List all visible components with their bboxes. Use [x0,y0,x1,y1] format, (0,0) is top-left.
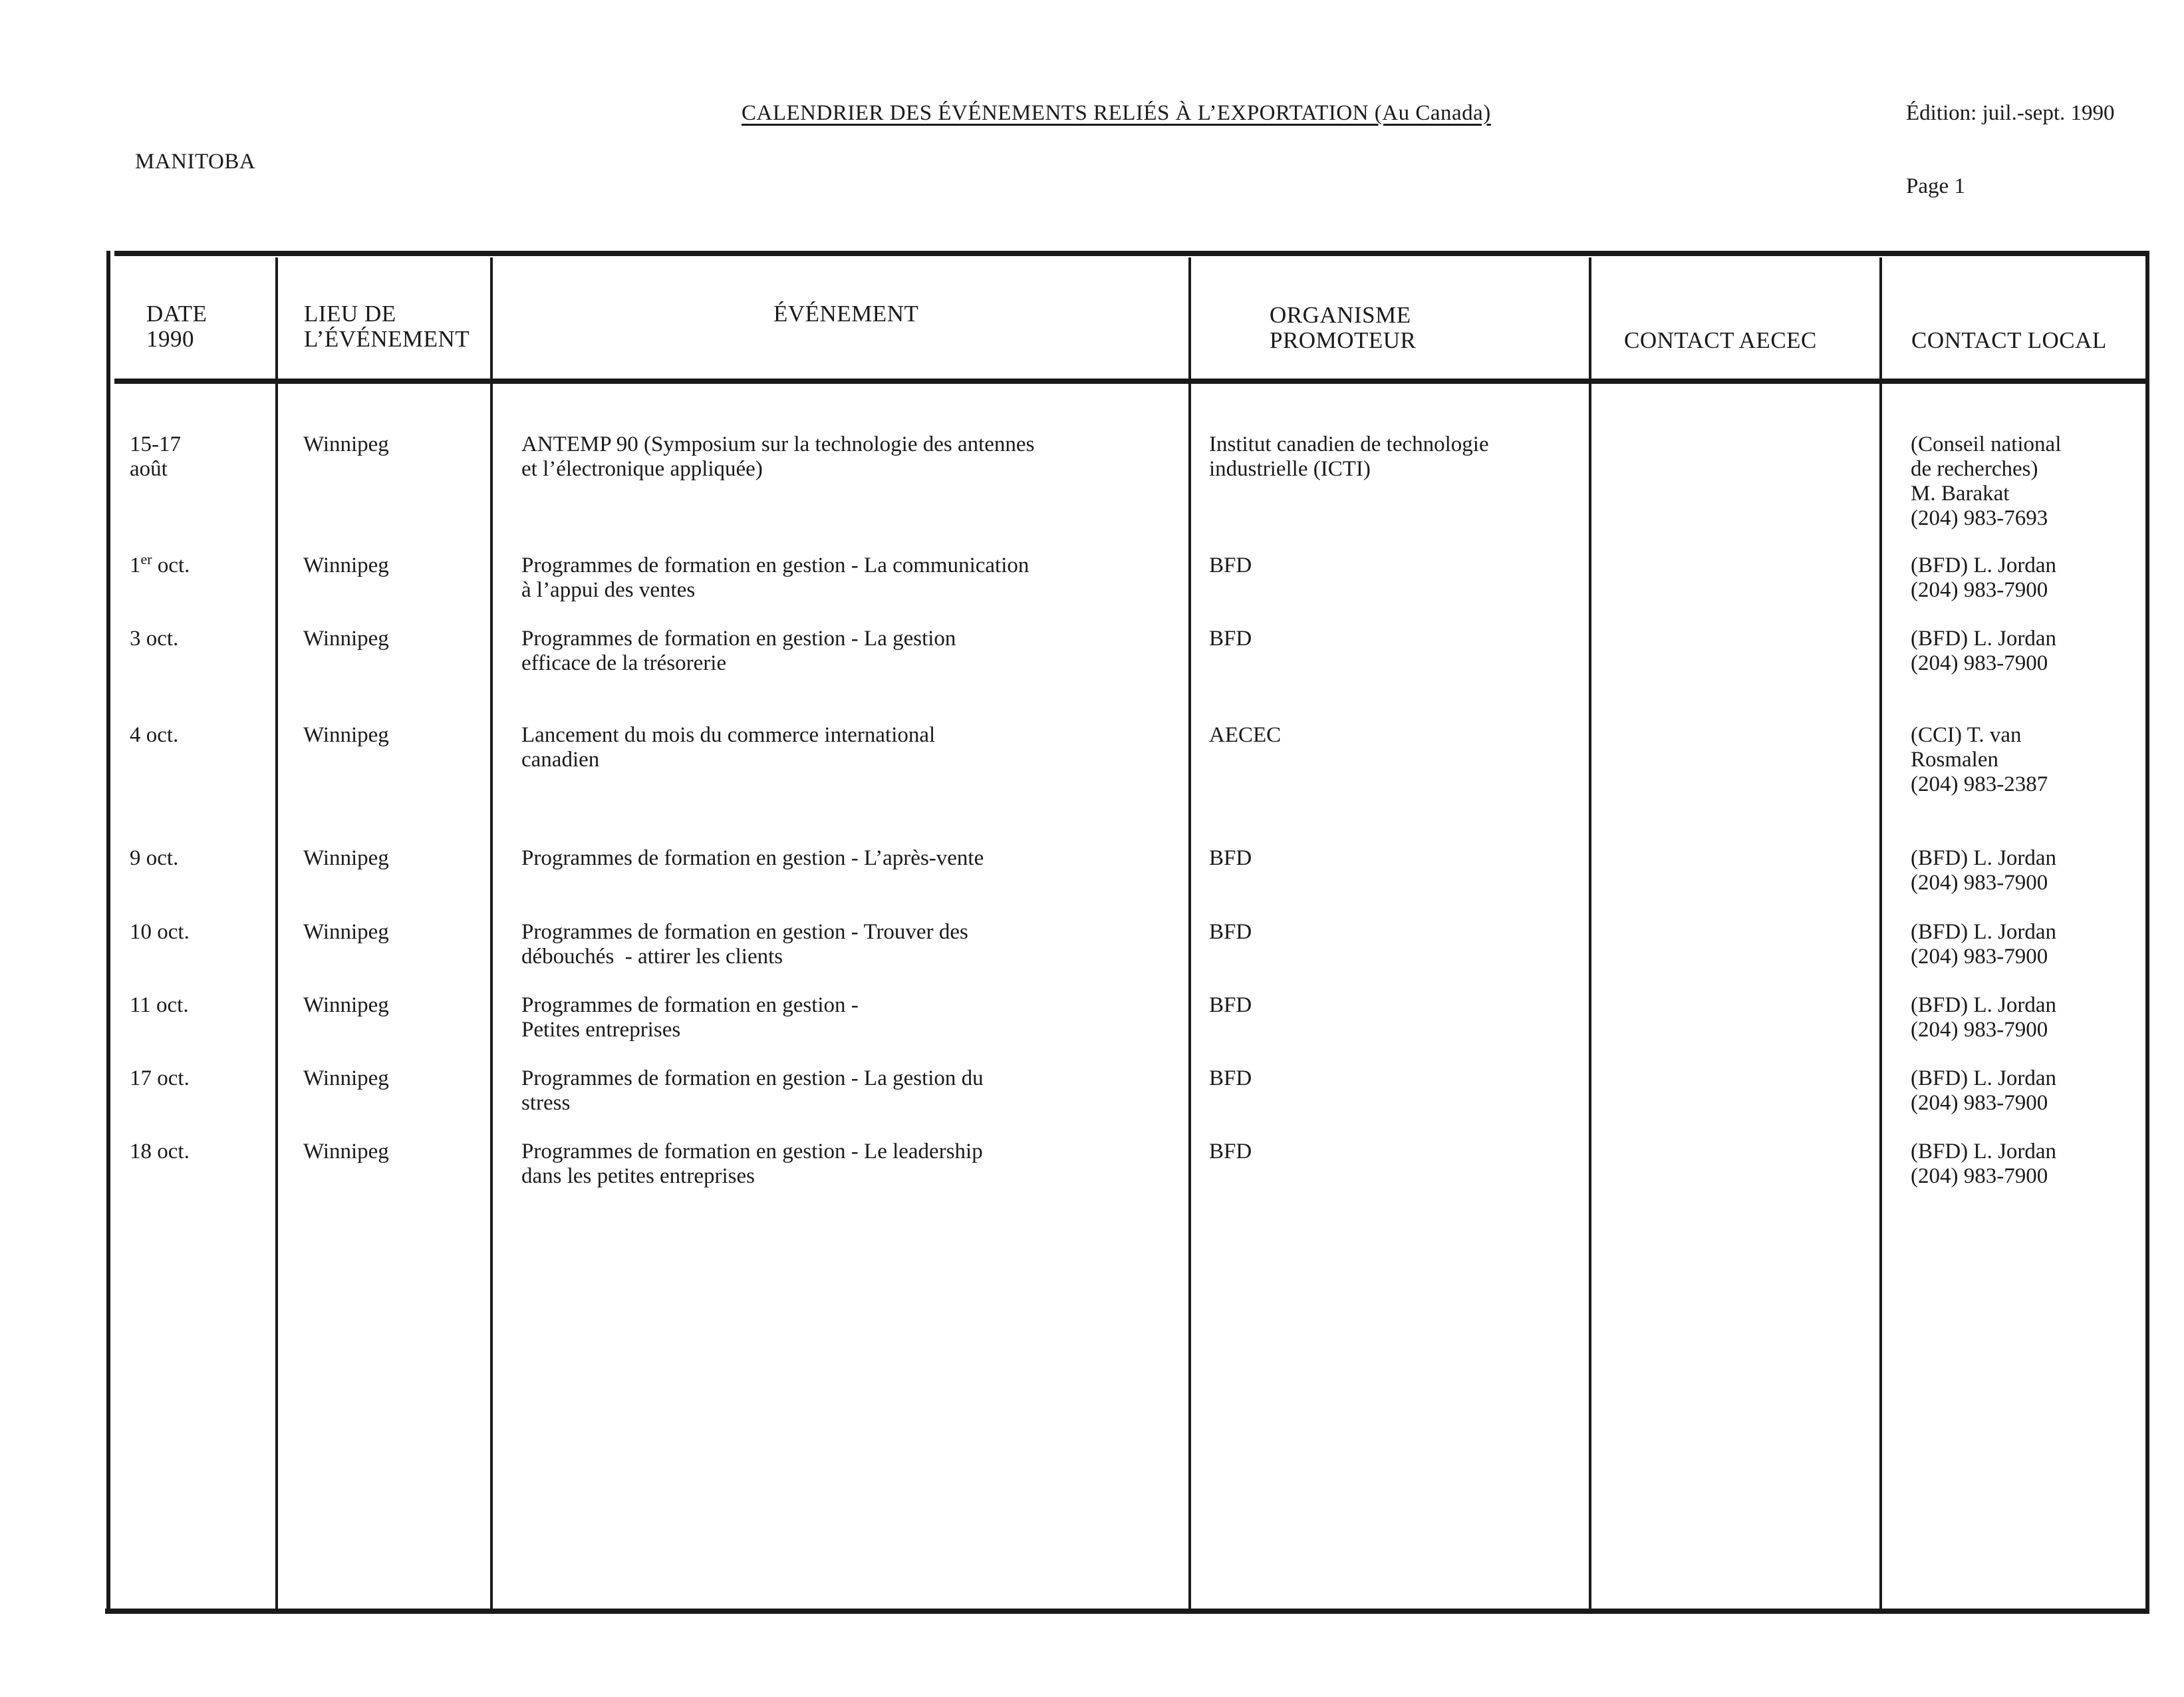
cell-line: 17 oct. [130,1066,190,1090]
column-border-organisme [1589,257,1591,1612]
edition-label: Édition: juil.-sept. 1990 [1906,101,2115,125]
cell-line: (Conseil national [1911,432,2062,456]
cell-organisme [1209,846,1252,871]
cell-line: de recherches) [1911,457,2038,481]
cell-line: M. Barakat [1911,482,2010,506]
header-organisme-line2: PROMOTEUR [1270,327,1417,353]
cell-line: industrielle (ICTI) [1209,457,1371,481]
cell-line: (BFD) L. Jordan [1911,1140,2057,1163]
cell-contact-local [1911,993,2056,1042]
cell-contact-local [1911,846,2056,895]
cell-line: efficace de la trésorerie [521,651,727,675]
cell-date [130,553,190,578]
column-border-right [2145,251,2149,1613]
cell-date [130,846,178,871]
cell-line: (BFD) L. Jordan [1911,846,2057,870]
cell-line: 11 oct. [130,993,189,1017]
cell-contact-local [1911,553,2056,603]
column-border-date [275,257,278,1612]
cell-line: Programmes de formation en gestion - La communication [521,553,1029,577]
header-date [146,301,207,352]
cell-date [130,1140,190,1164]
cell-evenement [521,846,984,871]
cell-line: BFD [1209,846,1252,870]
cell-line: (BFD) L. Jordan [1911,1066,2057,1090]
cell-contact-local [1911,1066,2056,1116]
cell-evenement [521,553,1029,603]
cell-line: (204) 983-7900 [1911,1091,2048,1115]
cell-line: 9 oct. [130,846,179,870]
cell-lieu: Winnipeg [303,432,389,456]
table-top-border [114,251,2149,256]
cell-lieu: Winnipeg [303,846,389,870]
header-bottom-border [114,379,2149,384]
column-border-contact-aecec [1879,257,1882,1612]
cell-line: BFD [1209,627,1252,651]
cell-organisme [1209,920,1252,945]
header-lieu-line2: L’ÉVÉNEMENT [304,326,470,352]
cell-date [130,627,178,651]
cell-line: Institut canadien de technologie [1209,432,1489,456]
cell-evenement [521,1066,984,1116]
column-border-lieu [490,257,493,1612]
header-lieu [304,301,470,352]
cell-lieu: Winnipeg [303,1140,389,1163]
cell-line: stress [521,1091,571,1115]
cell-date [130,1066,190,1091]
cell-line: AECEC [1209,723,1282,747]
cell-line: (BFD) L. Jordan [1911,627,2057,651]
cell-evenement [521,723,935,772]
cell-date [130,993,189,1018]
cell-organisme [1209,553,1252,578]
cell-contact-local [1911,432,2061,531]
cell-line: BFD [1209,920,1252,944]
cell-evenement [521,627,956,676]
cell-evenement [521,432,1034,482]
cell-organisme [1209,723,1281,748]
page-number: Page 1 [1906,174,1965,198]
cell-date [130,723,178,748]
cell-lieu: Winnipeg [303,920,389,944]
cell-organisme [1209,627,1252,651]
cell-line: (204) 983-7900 [1911,651,2048,675]
cell-lieu: Winnipeg [303,1066,389,1090]
header-contact-aecec: CONTACT AECEC [1624,327,1817,353]
cell-line: (BFD) L. Jordan [1911,920,2057,944]
cell-line: (204) 983-7900 [1911,578,2048,602]
header-date-line2: 1990 [146,326,194,352]
province-label: MANITOBA [135,150,256,174]
cell-lieu: Winnipeg [303,553,389,577]
header-organisme-line1: ORGANISME [1270,302,1411,328]
cell-line: 18 oct. [130,1140,190,1163]
header-contact-local: CONTACT LOCAL [1911,327,2107,353]
cell-line: (204) 983-2387 [1911,772,2048,796]
cell-evenement [521,920,968,969]
cell-line: Programmes de formation en gestion - Le leadership [521,1140,983,1163]
cell-line: 3 oct. [130,627,179,651]
header-date-line1: DATE [146,301,207,327]
cell-date [130,432,181,482]
cell-contact-local [1911,1140,2056,1189]
cell-organisme [1209,432,1489,482]
column-border-evenement [1188,257,1191,1612]
cell-line: août [130,457,168,481]
cell-evenement [521,993,859,1042]
cell-organisme [1209,993,1252,1018]
cell-line: (204) 983-7900 [1911,1018,2048,1042]
header-organisme [1270,303,1416,353]
header-evenement: ÉVÉNEMENT [773,301,919,327]
cell-line: canadien [521,748,600,772]
cell-line: (204) 983-7900 [1911,945,2048,969]
cell-line: ANTEMP 90 (Symposium sur la technologie des antennes [521,432,1035,456]
cell-contact-local [1911,920,2056,969]
header-lieu-line1: LIEU DE [304,301,396,327]
cell-line: BFD [1209,993,1252,1017]
cell-line: Programmes de formation en gestion - [521,993,859,1017]
cell-line: (204) 983-7693 [1911,506,2048,530]
cell-line: Rosmalen [1911,748,1998,772]
cell-lieu: Winnipeg [303,993,389,1017]
cell-organisme [1209,1066,1252,1091]
cell-line: (CCI) T. van [1911,723,2022,747]
cell-line: Programmes de formation en gestion - L’après-vente [521,846,984,870]
cell-line: Lancement du mois du commerce international [521,723,936,747]
cell-lieu: Winnipeg [303,723,389,747]
cell-line: BFD [1209,553,1252,577]
cell-line: 10 oct. [130,920,190,944]
cell-line: Programmes de formation en gestion - La gestion [521,627,956,651]
cell-line: 15-17 [130,432,181,456]
cell-line: BFD [1209,1066,1252,1090]
cell-line: (BFD) L. Jordan [1911,553,2057,577]
cell-line: (204) 983-7900 [1911,871,2048,895]
cell-line: 4 oct. [130,723,179,747]
cell-organisme [1209,1140,1252,1164]
date-month: oct. [152,553,190,577]
column-border-left [106,251,110,1613]
cell-line: débouchés - attirer les clients [521,945,783,969]
cell-line: et l’électronique appliquée) [521,457,763,481]
cell-date [130,920,190,945]
cell-contact-local [1911,627,2056,676]
cell-line: Programmes de formation en gestion - Trouver des [521,920,968,944]
cell-line: BFD [1209,1140,1252,1163]
cell-evenement [521,1140,983,1189]
date-ordinal-suffix: er [140,551,152,567]
date-day: 1 [130,553,141,577]
cell-line: Petites entreprises [521,1018,681,1042]
table-bottom-border [105,1609,2149,1614]
cell-contact-local [1911,723,2048,797]
document-title: CALENDRIER DES ÉVÉNEMENTS RELIÉS À L’EXPORTATION (Au Canada) [742,101,1491,125]
cell-line: à l’appui des ventes [521,578,696,602]
cell-line: dans les petites entreprises [521,1164,755,1188]
cell-line: Programmes de formation en gestion - La gestion du [521,1066,984,1090]
cell-line: (204) 983-7900 [1911,1164,2048,1188]
cell-line: (BFD) L. Jordan [1911,993,2057,1017]
cell-lieu: Winnipeg [303,627,389,651]
